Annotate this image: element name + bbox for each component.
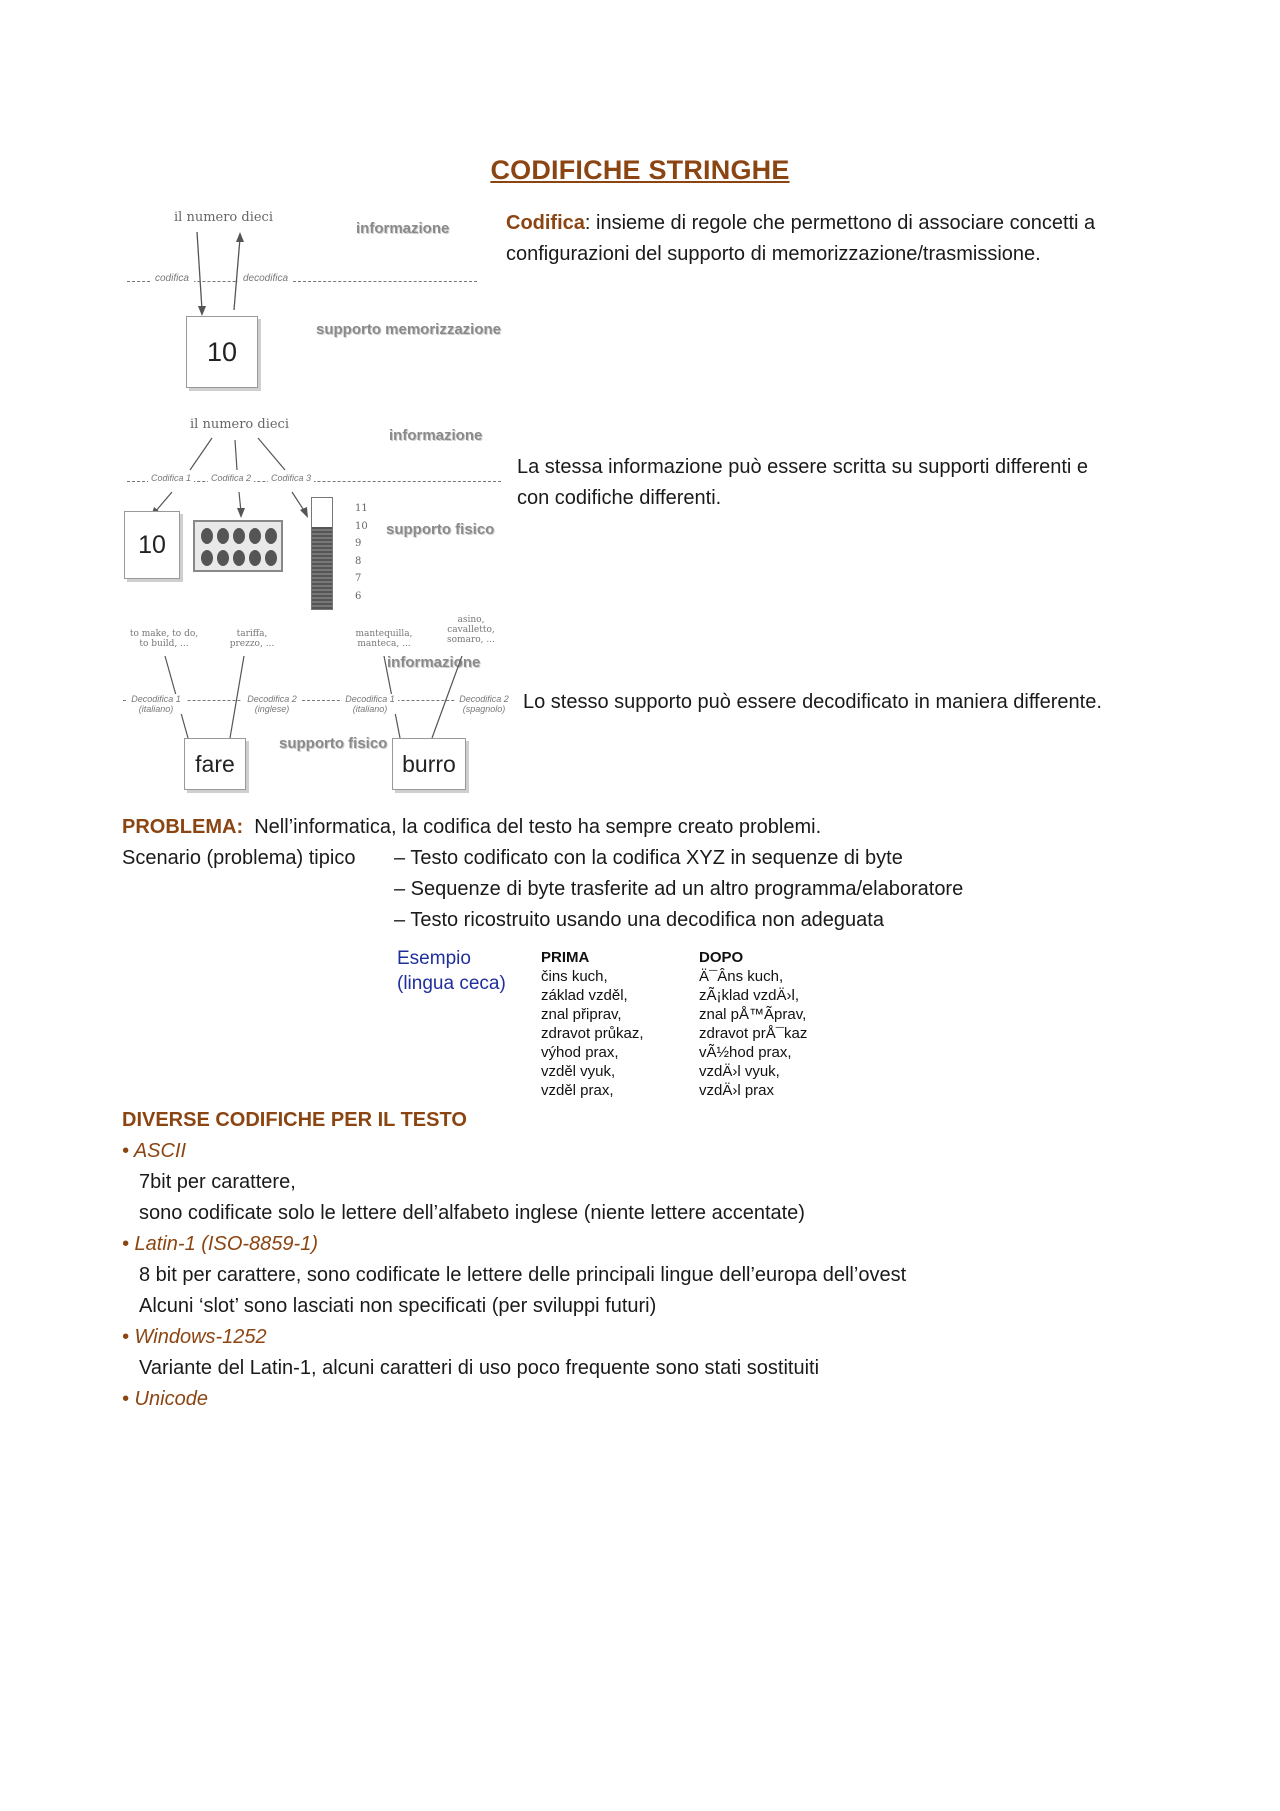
windows1252-line1: Variante del Latin-1, alcuni caratteri di uso poco frequente sono stati sostituiti [139, 1357, 820, 1379]
d3-meaning3-a: mantequilla, [355, 629, 413, 639]
d3-decode1 [126, 694, 186, 714]
d3-decode4-b: (spagnolo) [462, 704, 506, 714]
d3-decode4 [456, 694, 512, 714]
codifica-definition [506, 208, 1206, 270]
ascii-line2: sono codificate solo le lettere dell’alfabeto inglese (niente lettere accentate) [139, 1202, 805, 1224]
d1-info-label: informazione [356, 220, 450, 237]
d1-support-label: supporto memorizzazione [316, 321, 502, 338]
d3-decode1-b: (italiano) [138, 704, 174, 714]
d2-thermometer-fill [312, 527, 332, 609]
d1-info-text: il numero dieci [174, 210, 273, 225]
scale-tick: 8 [355, 555, 362, 567]
d3-caption: Lo stesso supporto può essere decodificato in maniera differente. [523, 691, 1102, 713]
scenario-label: Scenario (problema) tipico [122, 847, 356, 869]
encodings-section [122, 1105, 1222, 1415]
example-after-header: DOPO [699, 949, 744, 966]
dot-icon [201, 550, 213, 566]
example-before-line: čins kuch, [541, 968, 608, 985]
d2-thermometer [311, 497, 333, 610]
d3-support-label: supporto fisico [279, 735, 388, 752]
dot-icon [201, 528, 213, 544]
scale-tick: 7 [355, 573, 362, 584]
problema-line [122, 812, 821, 843]
d3-info-label: informazione [387, 654, 481, 671]
scale-tick: 9 [355, 538, 362, 549]
dot-icon [265, 550, 277, 566]
d3-lines [0, 0, 1, 1]
d2-enc1: Codifica 1 [148, 473, 194, 483]
example-after [699, 948, 807, 1100]
example-after-line: znal pÅ™Ãprav, [699, 1006, 807, 1023]
d1-card: 10 [186, 316, 258, 388]
example-before-header: PRIMA [541, 949, 590, 966]
scale-tick: 11 [355, 503, 368, 514]
scale-tick: 10 [355, 520, 368, 532]
encoding-ascii: • ASCII [122, 1140, 187, 1162]
d2-info-label: informazione [389, 427, 483, 444]
d3-card-fare: fare [184, 738, 246, 790]
dot-icon [233, 550, 245, 566]
dot-icon [217, 550, 229, 566]
d2-support-label: supporto fisico [386, 521, 495, 538]
d3-decode3 [342, 694, 398, 714]
d3-decode4-a: Decodifica 2 [459, 694, 509, 704]
dot-icon [217, 528, 229, 544]
encoding-latin1: • Latin-1 (ISO-8859-1) [122, 1233, 318, 1255]
d3-meaning4-c: somaro, ... [447, 635, 495, 645]
d1-decode-label: decodifica [238, 273, 293, 284]
encoding-unicode: • Unicode [122, 1388, 208, 1410]
d3-meaning1 [124, 629, 204, 649]
scenario-steps [394, 843, 963, 936]
d3-decode2 [242, 694, 302, 714]
encoding-windows1252: • Windows-1252 [122, 1326, 267, 1348]
d2-enc3: Codifica 3 [268, 473, 314, 483]
example-label-2: (lingua ceca) [397, 973, 506, 994]
d3-meaning1-b: to build, ... [139, 639, 189, 649]
d3-meaning3 [346, 629, 422, 649]
page-title: CODIFICHE STRINGHE [490, 155, 790, 185]
d3-decode2-b: (inglese) [254, 704, 290, 714]
d3-meaning4-a: asino, [457, 615, 485, 625]
d3-meaning4 [440, 615, 502, 645]
d3-meaning2-b: prezzo, ... [229, 639, 275, 649]
dot-icon [249, 528, 261, 544]
scenario-step: – Sequenze di byte trasferite ad un altro programma/elaboratore [394, 878, 964, 900]
d3-meaning2 [222, 629, 282, 649]
example-before [541, 948, 644, 1100]
example-before-line: vzděl prax, [541, 1082, 614, 1099]
problema-text: Nell’informatica, la codifica del testo ha sempre creato problemi. [254, 816, 822, 838]
scenario-step: – Testo ricostruito usando una decodifica non adeguata [394, 909, 884, 931]
dot-icon [249, 550, 261, 566]
dot-icon [233, 528, 245, 544]
d2-dots-panel [193, 520, 283, 572]
d2-enc2: Codifica 2 [208, 473, 254, 483]
codifica-term: Codifica [506, 212, 585, 234]
d2-caption [517, 452, 1088, 514]
example-after-line: zdravot prÅ¯kaz [699, 1025, 808, 1042]
problema-label: PROBLEMA: [122, 816, 244, 838]
latin1-line1: 8 bit per carattere, sono codificate le lettere delle principali lingue dell’europa dell’ovest [139, 1264, 907, 1286]
d2-caption-line1: La stessa informazione può essere scritta su supporti differenti e [517, 456, 1089, 478]
encodings-heading: DIVERSE CODIFICHE PER IL TESTO [122, 1109, 467, 1131]
d3-meaning1-a: to make, to do, [129, 629, 199, 639]
codifica-definition-text: : insieme di regole che permettono di associare concetti a [584, 212, 1096, 234]
example-after-line: zÃ¡klad vzdÄ›l, [699, 987, 800, 1004]
example-after-line: vÃ½hod prax, [699, 1044, 792, 1061]
d3-decode2-a: Decodifica 2 [247, 694, 297, 704]
example-after-line: Ä¯Âns kuch, [699, 968, 784, 985]
d3-meaning2-a: tariffa, [236, 629, 268, 639]
scale-tick: 6 [355, 590, 362, 602]
example-before-line: zdravot průkaz, [541, 1025, 644, 1042]
example-after-line: vzdÄ›l vyuk, [699, 1063, 780, 1080]
d3-decode3-b: (italiano) [352, 704, 388, 714]
latin1-line2: Alcuni ‘slot’ sono lasciati non specificati (per sviluppi futuri) [139, 1295, 657, 1317]
d3-meaning4-b: cavalletto, [447, 625, 495, 635]
d2-scale [355, 500, 368, 605]
example-before-line: znal připrav, [541, 1006, 622, 1023]
example-after-line: vzdÄ›l prax [699, 1082, 775, 1099]
d1-encode-label: codifica [150, 273, 194, 284]
dot-icon [265, 528, 277, 544]
example-before-line: výhod prax, [541, 1044, 619, 1061]
d2-card: 10 [124, 511, 180, 579]
d2-caption-line2: con codifiche differenti. [517, 487, 722, 509]
d2-info-text: il numero dieci [190, 417, 289, 432]
example-label [397, 946, 506, 996]
example-label-1: Esempio [397, 948, 471, 969]
d3-decode1-a: Decodifica 1 [131, 694, 181, 704]
d3-card-burro: burro [392, 738, 466, 790]
d3-meaning3-b: manteca, ... [357, 639, 411, 649]
example-before-line: vzděl vyuk, [541, 1063, 616, 1080]
scenario-step: – Testo codificato con la codifica XYZ in sequenze di byte [394, 847, 903, 869]
example-before-line: základ vzděl, [541, 987, 628, 1004]
ascii-line1: 7bit per carattere, [139, 1171, 296, 1193]
codifica-definition-text2: configurazioni del supporto di memorizzazione/trasmissione. [506, 243, 1041, 265]
d3-decode3-a: Decodifica 1 [345, 694, 395, 704]
